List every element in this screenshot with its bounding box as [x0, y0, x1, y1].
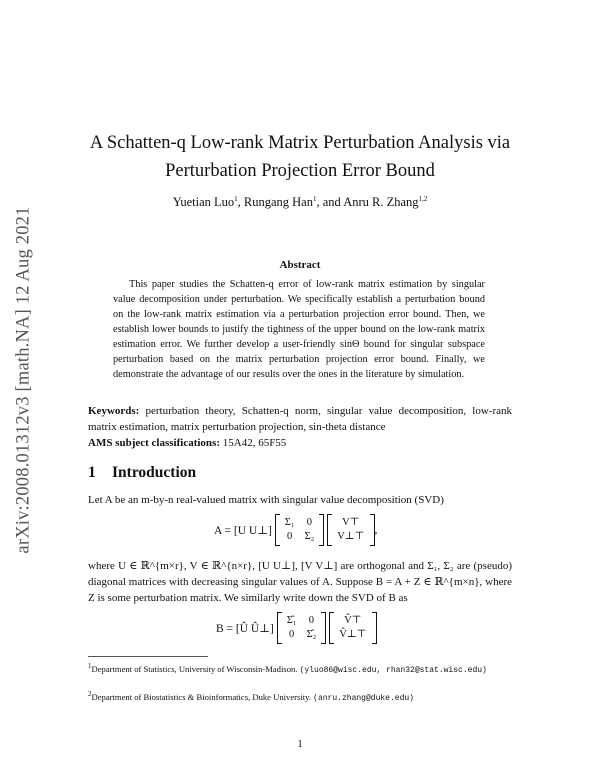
eq2-bracket-right — [321, 612, 326, 644]
keywords-label: Keywords: — [88, 405, 140, 417]
title-line-2: Perturbation Projection Error Bound — [165, 161, 435, 181]
footnote-1-text: Department of Statistics, University of Wisconsin-Madison. — [91, 663, 300, 674]
paper-title — [80, 129, 520, 185]
eq2-m21: 0 — [289, 629, 295, 640]
ams-label: AMS subject classifications: — [88, 437, 220, 449]
eq2-m11: Σ̂₁ — [286, 615, 297, 626]
intro-paragraph-2 — [88, 558, 512, 606]
footnote-1 — [88, 660, 512, 677]
eq2-v-matrix — [334, 614, 371, 642]
author-1-affil: 1 — [234, 195, 238, 203]
eq1-v1: V⊤ — [342, 517, 360, 528]
section-title: Introduction — [112, 464, 197, 481]
eq1-tail: , — [374, 524, 378, 536]
abstract — [113, 277, 485, 382]
eq2-bracket-right-2 — [372, 612, 377, 644]
eq1-m12: 0 — [306, 517, 313, 528]
author-2-affil: 1 — [312, 195, 317, 203]
title-line-1: A Schatten-q Low-rank Matrix Perturbation Analysis via — [89, 133, 511, 153]
arxiv-stamp — [6, 190, 42, 570]
author-3-affil: 1,2 — [418, 195, 428, 203]
eq1-v2: V⊥⊤ — [337, 531, 365, 542]
section-number: 1 — [88, 464, 96, 481]
intro-p1-text: Let A be an m-by-n real-valued matrix with singular value decomposition (SVD) — [88, 494, 444, 506]
eq1-m22: Σ₂ — [304, 531, 315, 542]
section-heading — [88, 464, 196, 482]
abstract-text: This paper studies the Schatten-q error of low-rank matrix estimation by singular value decomposition under perturbation. We specifically establish a perturbation bound on the low-rank matrix estimation via a perturbation projection error bound. Then, we establish lower bounds to justify the tightness of the upper bound on the low-rank matrix estimation error. We further develop a user-friendly sinΘ bound for singular subspace perturbation based on the matrix perturbation projection error bound. Finally, we demonstrate the advantage of our results over the ones in the literature by simulation. — [113, 279, 485, 380]
eq1-sigma-matrix — [280, 516, 320, 544]
keywords-text: perturbation theory, Schatten-q norm, singular value decomposition, low-rank matrix estimation, matrix perturbation projection, sin-theta distance — [88, 405, 512, 433]
intro-p2-text: where U ∈ ℝ^{m×r}, V ∈ ℝ^{n×r}, [U U⊥], [V V⊥] are orthogonal and Σ₁, Σ₂ are (pseudo) diagonal matrices with decreasing singular values of A. Suppose B = A + Z ∈ ℝ^{m×n}, where Z is some perturbation matrix. We similarly write down the SVD of B as — [88, 560, 512, 604]
eq1-lhs: A = [U U⊥] — [214, 525, 272, 537]
eq2-m12: 0 — [308, 615, 315, 626]
eq2-lhs: B = [Û Û⊥] — [216, 623, 274, 635]
eq2-m22: Σ̂₂ — [306, 629, 317, 640]
eq1-v-matrix — [332, 516, 369, 544]
eq1-bracket-right — [319, 514, 324, 546]
authors — [80, 195, 520, 210]
footnote-2-mark: 2 — [88, 690, 92, 698]
author-3: , and Anru R. Zhang — [316, 195, 419, 210]
eq1-m21: 0 — [287, 531, 293, 542]
keywords-block — [88, 403, 512, 451]
author-2: , Rungang Han — [237, 195, 313, 210]
ams-text: 15A42, 65F55 — [220, 437, 287, 449]
footnote-1-mark: 1 — [88, 662, 92, 670]
intro-paragraph-1 — [88, 492, 512, 508]
author-1: Yuetian Luo — [172, 195, 235, 210]
footnote-rule — [88, 656, 208, 657]
eq2-v2: V̂⊥⊤ — [339, 629, 367, 640]
page-number: 1 — [297, 738, 303, 750]
footnote-1-email: (yluo86@wisc.edu, rhan32@stat.wisc.edu) — [299, 665, 487, 675]
ams-line — [88, 435, 512, 451]
eq2-sigma-matrix — [282, 614, 322, 642]
abstract-heading: Abstract — [279, 259, 321, 271]
eq1-m11: Σ₁ — [284, 517, 295, 528]
eq2-v1: V̂⊤ — [344, 615, 362, 626]
footnote-2 — [88, 688, 512, 705]
footnote-2-text: Department of Biostatistics & Bioinformatics, Duke University. — [91, 691, 314, 702]
arxiv-stamp-text: arXiv:2008.01312v3 [math.NA] 12 Aug 2021 — [13, 206, 34, 554]
footnote-2-email: (anru.zhang@duke.edu) — [313, 693, 414, 703]
equation-svd-b — [216, 612, 377, 644]
equation-svd-a — [214, 514, 377, 546]
keywords-line — [88, 403, 512, 435]
